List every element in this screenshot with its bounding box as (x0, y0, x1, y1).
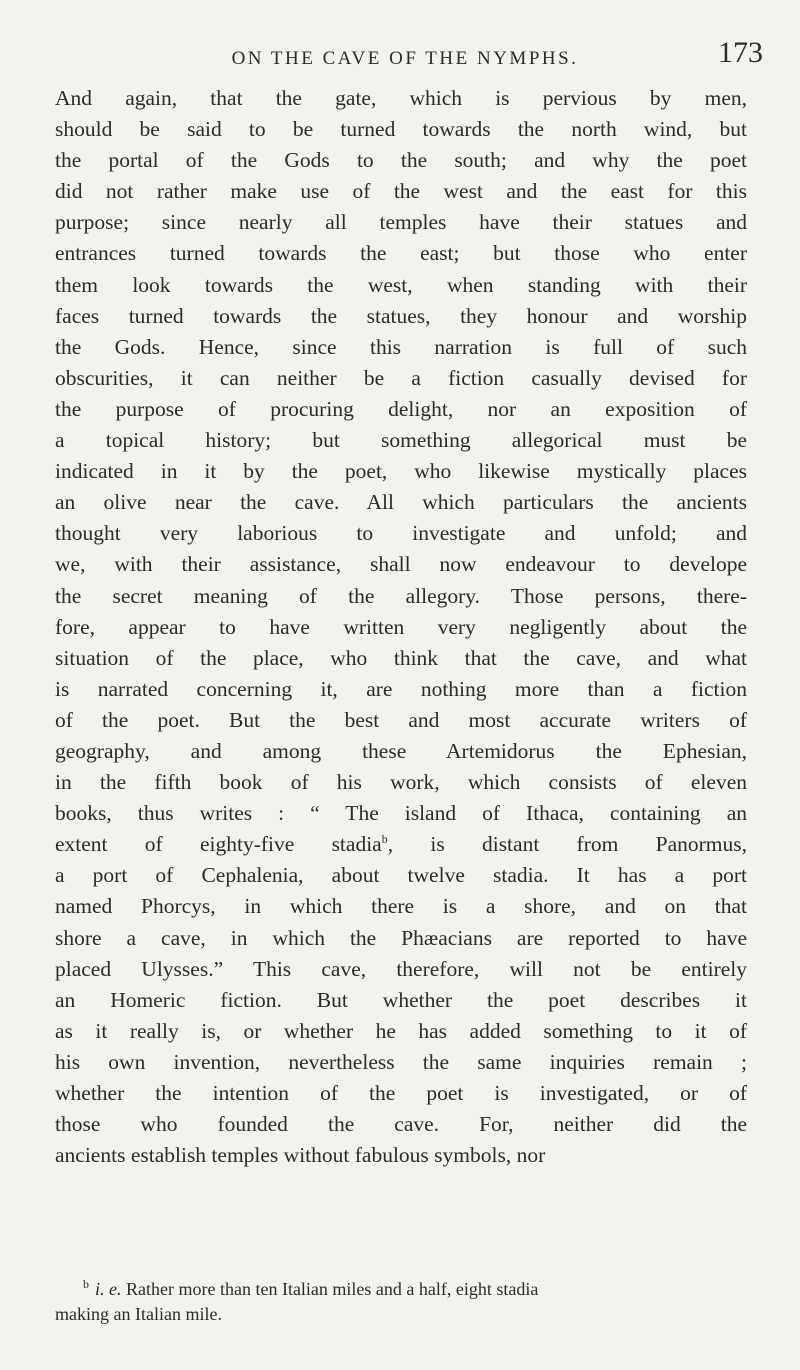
text-line-footnote-ref (55, 829, 747, 860)
footnote-mark: b (83, 1277, 89, 1291)
text-line: them look towards the west, when standing with their (55, 272, 747, 297)
text-line: fore, appear to have written very negligently about the (55, 614, 747, 639)
text-line: And again, that the gate, which is pervious by men, (55, 86, 747, 110)
text-line: of the poet. But the best and most accurate writers of (55, 707, 747, 732)
text-line: obscurities, it can neither be a fiction casually devised for (55, 365, 747, 390)
text-line: is narrated concerning it, are nothing more than a fiction (55, 676, 747, 701)
page-number: 173 (718, 36, 763, 69)
footnote-line (55, 1277, 747, 1302)
text-line: his own invention, nevertheless the same inquiries remain ; (55, 1049, 747, 1074)
text-line: thought very laborious to investigate and unfold; and (55, 521, 747, 546)
footnote-line: making an Italian mile. (55, 1304, 222, 1324)
text-line: ancients establish temples without fabulous symbols, nor (55, 1143, 546, 1168)
text-line: situation of the place, who think that the cave, and what (55, 645, 747, 670)
body-text (55, 83, 747, 1171)
text-line: geography, and among these Artemidorus the Ephesian, (55, 738, 747, 763)
text-line: the secret meaning of the allegory. Those persons, there- (55, 583, 747, 608)
text-segment: extent of eighty-five stadia (55, 832, 382, 857)
text-line: placed Ulysses.” This cave, therefore, will not be entirely (55, 956, 747, 981)
text-line: entrances turned towards the east; but those who enter (55, 241, 747, 266)
text-line: should be said to be turned towards the north wind, but (55, 117, 747, 142)
footnote-abbrev: i. e. (95, 1279, 122, 1299)
text-line: the Gods. Hence, since this narration is full of such (55, 334, 747, 359)
footnote (55, 1277, 747, 1327)
text-line: those who founded the cave. For, neither did the (55, 1112, 747, 1137)
text-line: a port of Cephalenia, about twelve stadia. It has a port (55, 863, 747, 888)
text-line: a topical history; but something allegorical must be (55, 428, 747, 453)
text-line: named Phorcys, in which there is a shore, and on that (55, 894, 747, 919)
text-line: we, with their assistance, shall now endeavour to develope (55, 552, 747, 577)
running-head: ON THE CAVE OF THE NYMPHS. (231, 48, 579, 69)
text-line: the portal of the Gods to the south; and why the poet (55, 148, 747, 173)
text-line: the purpose of procuring delight, nor an exposition of (55, 396, 747, 421)
text-segment: , is distant from Panormus, (387, 832, 747, 857)
text-line: purpose; since nearly all temples have their statues and (55, 210, 747, 235)
text-line: an Homeric fiction. But whether the poet describes it (55, 987, 747, 1012)
text-line: as it really is, or whether he has added something to it of (55, 1018, 747, 1043)
footnote-ref[interactable]: b (381, 832, 388, 847)
text-line: indicated in it by the poet, who likewise mystically places (55, 459, 747, 484)
text-line: in the fifth book of his work, which consists of eleven (55, 770, 747, 795)
footnote-text: Rather more than ten Italian miles and a half, eight stadia (121, 1279, 539, 1299)
text-line: faces turned towards the statues, they honour and worship (55, 303, 747, 328)
text-line: did not rather make use of the west and the east for this (55, 179, 747, 204)
text-line: books, thus writes : “ The island of Ithaca, containing an (55, 801, 747, 826)
text-line: whether the intention of the poet is investigated, or of (55, 1081, 747, 1105)
text-line: an olive near the cave. All which particulars the ancients (55, 490, 747, 515)
text-line: shore a cave, in which the Phæacians are reported to have (55, 925, 747, 950)
